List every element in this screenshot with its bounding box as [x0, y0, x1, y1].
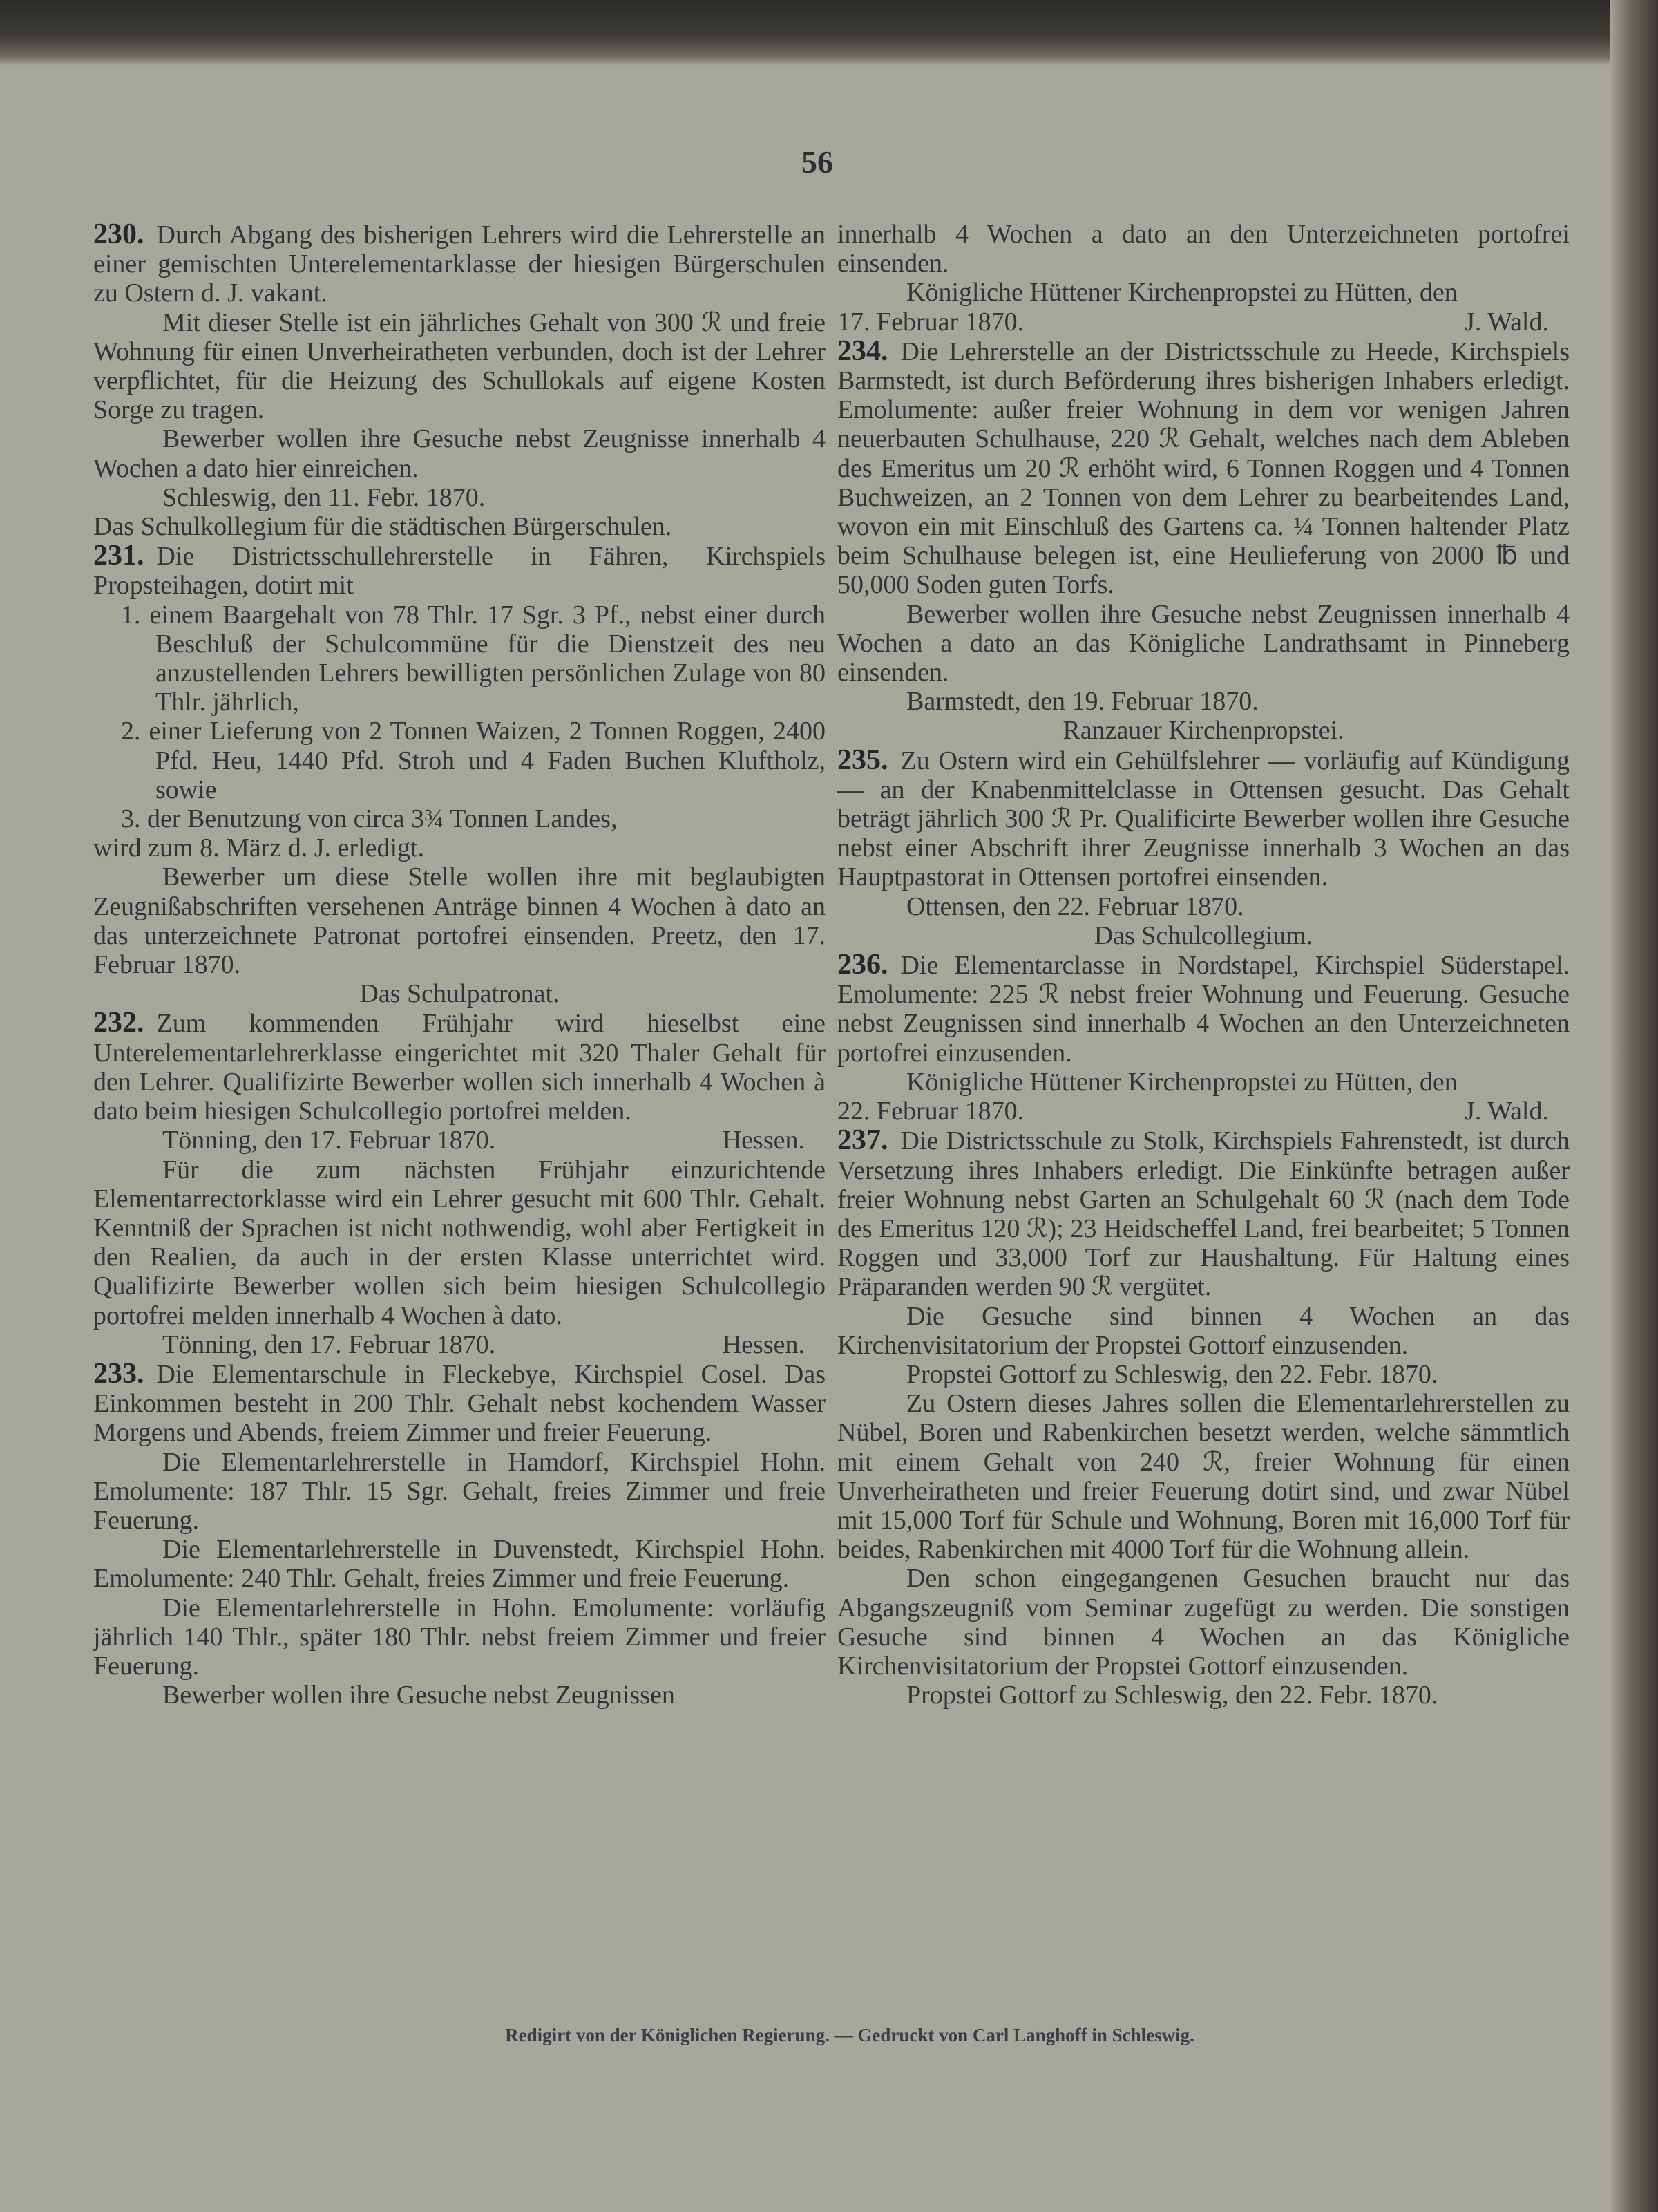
scan-right-edge — [1610, 0, 1658, 2212]
notice-text: Zum kommenden Frühjahr wird hieselbst eine Unterelementarlehrerklasse eingerichtet mit 320 Thaler Gehalt für den Lehrer. Qualifizirte Bewerber wollen sich innerhalb 4 Wochen à dato beim hiesigen Schulcollegio portofrei melden. — [93, 1009, 826, 1126]
signature-name: J. Wald. — [1465, 1097, 1549, 1126]
paragraph: Das Schulkollegium für die städtischen Bürgerschulen. — [93, 512, 672, 542]
signature-authority: Das Schulpatronat. — [359, 979, 560, 1009]
paragraph: Die Elementarlehrerstelle in Hamdorf, Kirchspiel Hohn. Emolumente: 187 Thlr. 15 Sgr. Gehalt, freies Zimmer und freie Feuerung. — [93, 1447, 826, 1535]
notice-paragraph — [93, 541, 826, 600]
notice-text: Die Lehrerstelle an der Districtsschule zu Heede, Kirchspiels Barmstedt, ist durch Beförderung ihres bisherigen Inhabers erledigt. Emolumente: außer freier Wohnung in dem vor wenigen Jahren neuerbauten Schulhause, 220 ℛ Gehalt, welches nach dem Ableben des Emeritus um 20 ℛ erhöht wird, 6 Tonnen Roggen und 4 Tonnen Buchweizen, an 2 Tonnen von dem Lehrer zu bearbeitendes Land, wovon ein mit Einschluß des Gartens ca. ¼ Tonnen haltender Platz beim Schulhause belegen ist, eine Heulieferung von 2000 ℔ und 50,000 Soden guten Torfs. — [837, 337, 1570, 600]
signature-line — [837, 1097, 1570, 1126]
paragraph: Den schon eingegangenen Gesuchen braucht nur das Abgangszeugniß vom Seminar zugefügt zu werden. Die sonstigen Gesuche sind binnen 4 Wochen an das Königliche Kirchenvisitatorium der Propstei Gottorf einzusenden. — [837, 1564, 1570, 1681]
paragraph: Zu Ostern dieses Jahres sollen die Elementarlehrerstellen zu Nübel, Boren und Rabenkirchen besetzt werden, welche sämmtlich mit einem Gehalt von 240 ℛ, freier Wohnung für einen Unverheiratheten und freier Feuerung dotirt sind, und zwar Nübel mit 15,000 Torf für Schule und Wohnung, Boren mit 16,000 Torf für beides, Rabenkirchen mit 4000 Torf für die Wohnung allein. — [837, 1389, 1570, 1565]
signature-date: 22. Februar 1870. — [837, 1097, 1025, 1126]
notice-text: Die Districtsschule zu Stolk, Kirchspiels Fahrenstedt, ist durch Versetzung ihres Inhabers erledigt. Die Einkünfte betragen außer freier Wohnung nebst Garten an Schulgehalt 60 ℛ (nach dem Tode des Emeritus 120 ℛ); 23 Heidscheffel Land, frei bearbeitet; 5 Tonnen Roggen und 33,000 Torf zur Haushaltung. Für Haltung eines Präparanden werden 90 ℛ vergütet. — [837, 1126, 1570, 1302]
paragraph: Königliche Hüttener Kirchenpropstei zu Hütten, den — [906, 278, 1458, 308]
paragraph: Für die zum nächsten Frühjahr einzurichtende Elementarrectorklasse wird ein Lehrer gesucht mit 600 Thlr. Gehalt. Kenntniß der Sprachen ist nicht nothwendig, wohl aber Fertigkeit in den Realien, da auch in der ersten Klasse unterrichtet wird. Qualifizirte Bewerber wollen sich beim hiesigen Schulcollegio portofrei melden innerhalb 4 Wochen à dato. — [93, 1155, 826, 1330]
signature-line — [93, 1330, 826, 1359]
signature-date: Tönning, den 17. Februar 1870. — [162, 1126, 496, 1155]
list-item: 2. einer Lieferung von 2 Tonnen Waizen, 2 Tonnen Roggen, 2400 Pfd. Heu, 1440 Pfd. Stroh und 4 Faden Buchen Kluftholz, sowie — [121, 717, 826, 804]
paragraph: Bewerber wollen ihre Gesuche nebst Zeugnissen — [162, 1681, 675, 1710]
page-number: 56 — [801, 144, 833, 180]
signature-date: 17. Februar 1870. — [837, 307, 1025, 337]
paragraph: Bewerber um diese Stelle wollen ihre mit beglaubigten Zeugnißabschriften versehenen Anträge binnen 4 Wochen à dato an das unterzeichnete Patronat portofrei einsenden. Preetz, den 17. Februar 1870. — [93, 862, 826, 980]
signature-name: Hessen. — [722, 1330, 805, 1359]
signature-line — [837, 308, 1570, 337]
paragraph: wird zum 8. März d. J. erledigt. — [93, 833, 425, 863]
notice-number: 237. — [837, 1124, 888, 1157]
paragraph: Mit dieser Stelle ist ein jährliches Gehalt von 300 ℛ und freie Wohnung für einen Unverheiratheten verbunden, doch ist der Lehrer verpflichtet, für die Heizung des Schullokals auf eigene Kosten Sorge zu tragen. — [93, 308, 826, 425]
signature-authority: Ranzauer Kirchenpropstei. — [1063, 716, 1344, 746]
notice-paragraph — [93, 1008, 826, 1126]
notice-number: 230. — [93, 218, 144, 250]
notice-number: 234. — [837, 334, 888, 367]
notice-text: Die Districtsschullehrerstelle in Fähren, Kirchspiels Propsteihagen, dotirt mit — [93, 542, 826, 601]
paragraph: Königliche Hüttener Kirchenpropstei zu Hütten, den — [906, 1067, 1458, 1097]
signature-date: Tönning, den 17. Februar 1870. — [162, 1330, 496, 1359]
paragraph: Bewerber wollen ihre Gesuche nebst Zeugnissen innerhalb 4 Wochen a dato an das Königliche Landrathsamt in Pinneberg einsenden. — [837, 599, 1570, 688]
paragraph: Bewerber wollen ihre Gesuche nebst Zeugnisse innerhalb 4 Wochen a dato hier einreichen. — [93, 424, 826, 483]
paragraph: Barmstedt, den 19. Februar 1870. — [906, 687, 1259, 717]
notice-number: 233. — [93, 1357, 144, 1390]
notice-number: 236. — [837, 949, 888, 981]
notice-number: 235. — [837, 744, 888, 776]
paragraph: Die Elementarlehrerstelle in Hohn. Emolumente: vorläufig jährlich 140 Thlr., später 180 Thlr. nebst freiem Zimmer und freier Feuerung. — [93, 1593, 826, 1681]
notice-text: Die Elementarclasse in Nordstapel, Kirchspiel Süderstapel. Emolumente: 225 ℛ nebst freier Wohnung und Feuerung. Gesuche nebst Zeugnissen sind innerhalb 4 Wochen an den Unterzeichneten portofrei einzusenden. — [837, 951, 1570, 1068]
notice-paragraph — [837, 746, 1570, 892]
paragraph: Die Gesuche sind binnen 4 Wochen an das Kirchenvisitatorium der Propstei Gottorf einzusenden. — [837, 1301, 1570, 1360]
footer-imprint: Redigirt von der Königlichen Regierung. — Gedruckt von Carl Langhoff in Schleswig. — [505, 2025, 1194, 2045]
notice-number: 231. — [93, 540, 144, 572]
paragraph: Ottensen, den 22. Februar 1870. — [906, 891, 1244, 921]
notice-paragraph — [93, 220, 826, 308]
signature-name: J. Wald. — [1465, 307, 1549, 337]
left-column — [93, 220, 826, 1710]
notice-text: Zu Ostern wird ein Gehülfslehrer — vorläufig auf Kündigung — an der Knabenmittelclasse in Ottensen gesucht. Das Gehalt beträgt jährlich 300 ℛ Pr. Qualificirte Bewerber wollen ihre Gesuche nebst einer Abschrift ihrer Zeugnisse innerhalb 3 Wochen an das Hauptpastorat in Ottensen portofrei einsenden. — [837, 746, 1570, 892]
notice-paragraph — [837, 1126, 1570, 1301]
scan-top-edge — [0, 0, 1658, 66]
notice-paragraph — [837, 950, 1570, 1068]
notice-paragraph — [837, 334, 1570, 600]
signature-name: Hessen. — [722, 1126, 805, 1155]
signature-line — [93, 1126, 826, 1155]
paragraph: Die Elementarlehrerstelle in Duvenstedt, Kirchspiel Hohn. Emolumente: 240 Thlr. Gehalt, freies Zimmer und freie Feuerung. — [93, 1535, 826, 1594]
list-item: 1. einem Baargehalt von 78 Thlr. 17 Sgr. 3 Pf., nebst einer durch Beschluß der Schulcommüne für die Dienstzeit des neu anzustellenden Lehrers bewilligten persönlichen Zulage von 80 Thlr. jährlich, — [121, 600, 826, 717]
notice-paragraph — [93, 1359, 826, 1448]
right-column — [837, 220, 1570, 1710]
signature-authority: Das Schulcollegium. — [1094, 920, 1313, 950]
notice-text: Durch Abgang des bisherigen Lehrers wird die Lehrerstelle an einer gemischten Unterelementarklasse der hiesigen Bürgerschulen zu Ostern d. J. vakant. — [93, 220, 826, 308]
list-item: 3. der Benutzung von circa 3¾ Tonnen Landes, — [121, 804, 618, 834]
notice-text: Die Elementarschule in Fleckebye, Kirchspiel Cosel. Das Einkommen besteht in 200 Thlr. Gehalt nebst kochendem Wasser Morgens und Abends, freiem Zimmer und freier Feuerung. — [93, 1359, 826, 1448]
paragraph: Propstei Gottorf zu Schleswig, den 22. Febr. 1870. — [906, 1359, 1438, 1389]
notice-number: 232. — [93, 1007, 144, 1039]
paragraph: Propstei Gottorf zu Schleswig, den 22. Febr. 1870. — [906, 1681, 1438, 1710]
paragraph: innerhalb 4 Wochen a dato an den Unterzeichneten portofrei einsenden. — [837, 220, 1570, 278]
paragraph: Schleswig, den 11. Febr. 1870. — [162, 482, 486, 512]
